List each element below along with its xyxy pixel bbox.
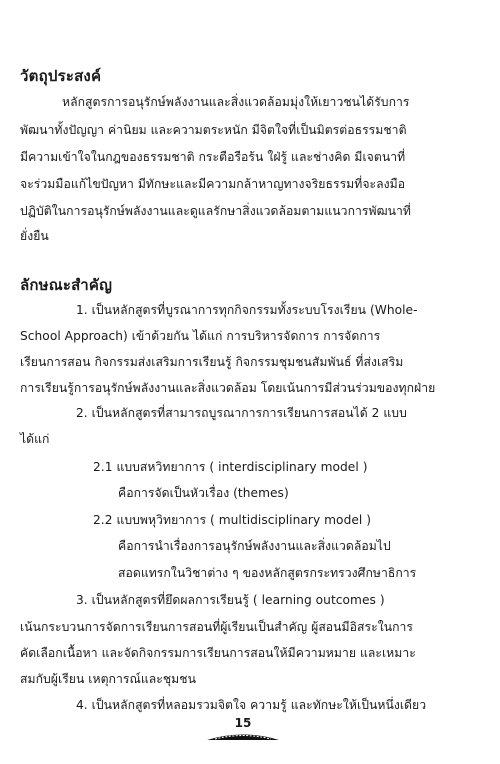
- objectives-line-6: ยั่งยืน: [20, 229, 49, 243]
- characteristics-line-1: 1. เป็นหลักสูตรที่บูรณาการทุกกิจกรรมทั้งระบบโรงเรียน (Whole-: [76, 303, 418, 317]
- characteristics-line-13: เน้นกระบวนการจัดการเรียนการสอนที่ผู้เรียนเป็นสำคัญ ผู้สอนมีอิสระในการ: [20, 620, 413, 634]
- characteristics-line-7: 2.1 แบบสหวิทยาการ ( interdisciplinary model ): [93, 460, 368, 474]
- characteristics-line-4: การเรียนรู้การอนุรักษ์พลังงานและสิ่งแวดล้อม โดยเน้นการมีส่วนร่วมของทุกฝ่าย: [20, 381, 436, 395]
- objectives-line-5: ปฏิบัติในการอนุรักษ์พลังงานและดูแลรักษาสิ่งแวดล้อมตามแนวการพัฒนาที่: [20, 204, 411, 218]
- objectives-line-2: พัฒนาทั้งปัญญา ค่านิยม และความตระหนัก มีจิตใจที่เป็นมิตรต่อธรรมชาติ: [20, 123, 407, 137]
- characteristics-heading: ลักษณะสำคัญ: [20, 276, 113, 294]
- characteristics-line-9: 2.2 แบบพหุวิทยาการ ( multidisciplinary model ): [93, 513, 372, 527]
- characteristics-line-5: 2. เป็นหลักสูตรที่สามารถบูรณาการการเรียนการสอนได้ 2 แบบ: [76, 406, 407, 420]
- characteristics-line-2: School Approach) เข้าด้วยกัน ได้แก่ การบริหารจัดการ การจัดการ: [20, 329, 381, 343]
- characteristics-line-16: 4. เป็นหลักสูตรที่หลอมรวมจิตใจ ความรู้ และทักษะให้เป็นหนึ่งเดียว: [76, 698, 427, 712]
- page-footer: [0, 716, 500, 756]
- characteristics-line-15: สมกับผู้เรียน เหตุการณ์และชุมชน: [20, 672, 196, 686]
- characteristics-line-3: เรียนการสอน กิจกรรมส่งเสริมการเรียนรู้ กิจกรรมชุมชนสัมพันธ์ ที่ส่งเสริม: [20, 355, 404, 369]
- characteristics-line-8: คือการจัดเป็นหัวเรื่อง (themes): [118, 486, 289, 500]
- footer-banner-graphic: [205, 731, 281, 742]
- characteristics-line-12: 3. เป็นหลักสูตรที่ยึดผลการเรียนรู้ ( learning outcomes ): [76, 593, 385, 607]
- objectives-heading: วัตถุประสงค์: [20, 67, 102, 85]
- objectives-line-4: จะร่วมมือแก้ไขปัญหา มีทักษะและมีความกล้าหาญทางจริยธรรมที่จะลงมือ: [20, 177, 406, 191]
- objectives-line-3: มีความเข้าใจในกฎของธรรมชาติ กระตือรือร้น ใฝ่รู้ และช่างคิด มีเจตนาที่: [20, 150, 406, 164]
- page-number: 15: [234, 716, 252, 730]
- objectives-line-1: หลักสูตรการอนุรักษ์พลังงานและสิ่งแวดล้อมมุ่งให้เยาวชนได้รับการ: [62, 95, 410, 109]
- characteristics-line-6: ได้แก่: [20, 432, 50, 446]
- characteristics-line-10: คือการนำเรื่องการอนุรักษ์พลังงานและสิ่งแวดล้อมไป: [118, 539, 391, 553]
- characteristics-line-11: สอดแทรกในวิชาต่าง ๆ ของหลักสูตรกระทรวงศึกษาธิการ: [118, 566, 417, 580]
- characteristics-line-14: คัดเลือกเนื้อหา และจัดกิจกรรมการเรียนการสอนให้มีความหมาย และเหมาะ: [20, 646, 416, 660]
